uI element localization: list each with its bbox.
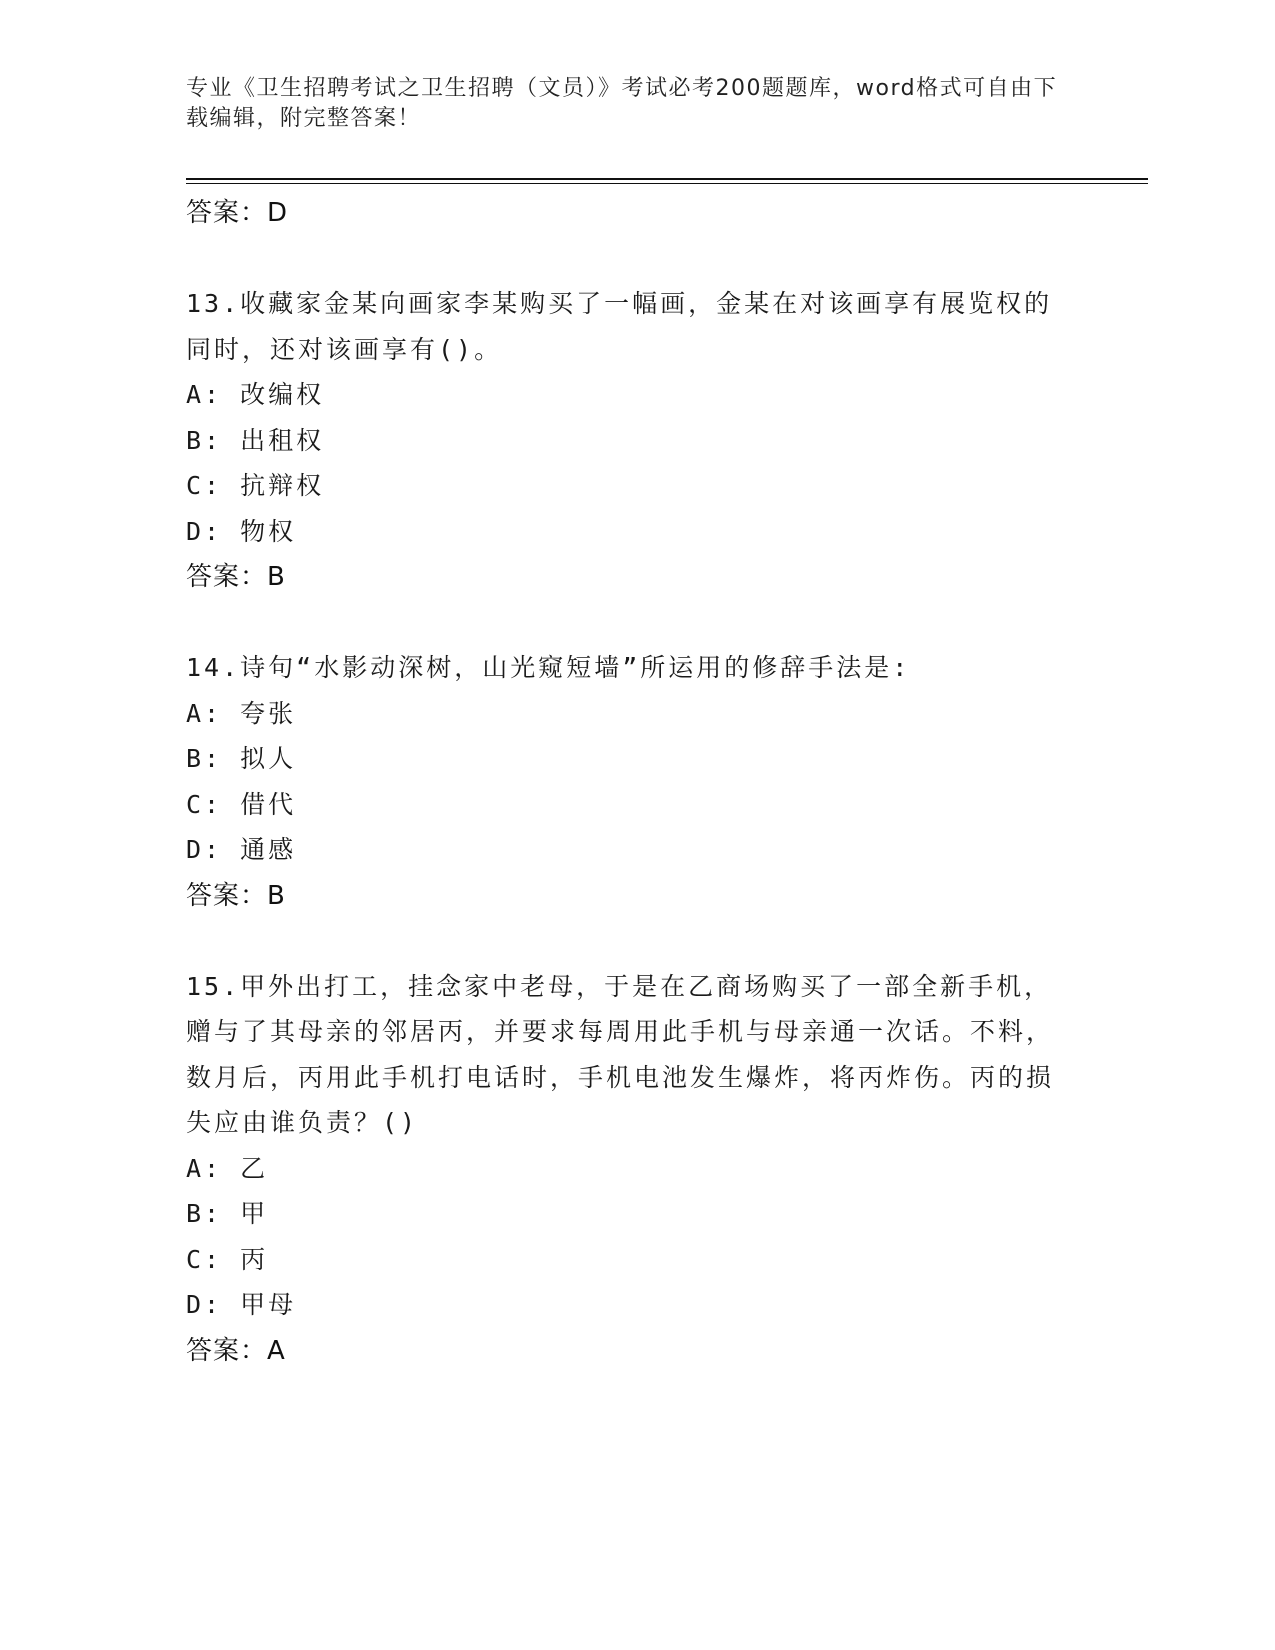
question-13 <box>186 281 1076 600</box>
option-letter: D: <box>186 516 223 546</box>
question-text: 甲外出打工，挂念家中老母，于是在乙商场购买了一部全新手机，赠与了其母亲的邻居丙，并要求每周用此手机与母亲通一次话。不料，数月后，丙用此手机打电话时，手机电池发生爆炸，将丙炸伤。丙的损失应由谁负责？() <box>186 971 1055 1137</box>
option-text: 出租权 <box>240 425 325 455</box>
question-number: 13. <box>186 289 241 318</box>
option-text: 改编权 <box>240 380 325 409</box>
option-b <box>186 736 1076 782</box>
spacer <box>186 600 1076 645</box>
question-stem <box>186 964 1076 1146</box>
header-divider-thick <box>186 178 1148 180</box>
question-text: 诗句“水影动深树，山光窥短墙”所运用的修辞手法是: <box>240 653 911 682</box>
option-letter: C: <box>186 789 223 819</box>
question-number: 14. <box>186 653 241 682</box>
answer-line-12 <box>186 190 1076 236</box>
option-letter: A: <box>186 698 223 728</box>
option-letter: A: <box>186 1153 223 1183</box>
option-text: 丙 <box>240 1244 269 1274</box>
option-d <box>186 509 1076 555</box>
option-letter: A: <box>186 380 223 409</box>
option-letter: D: <box>186 1290 223 1319</box>
option-text: 甲母 <box>240 1290 297 1319</box>
answer-line <box>186 873 1076 919</box>
spacer <box>186 236 1076 281</box>
option-text: 乙 <box>240 1153 269 1183</box>
option-text: 借代 <box>240 789 297 819</box>
answer-value: D <box>267 198 289 228</box>
option-text: 夸张 <box>240 698 297 728</box>
spacer <box>186 919 1076 964</box>
option-c <box>186 782 1076 828</box>
option-text: 通感 <box>240 835 297 864</box>
answer-label: 答案： <box>186 562 268 592</box>
question-list <box>186 190 1076 1374</box>
option-c <box>186 463 1076 509</box>
answer-label: 答案： <box>186 1335 268 1366</box>
option-text: 甲 <box>240 1199 269 1228</box>
header-text: 专业《卫生招聘考试之卫生招聘（文员）》考试必考200题题库，word格式可自由下载编辑，附完整答案！ <box>186 76 1058 131</box>
option-a <box>186 1146 1076 1192</box>
question-stem <box>186 281 1076 372</box>
answer-line <box>186 1328 1076 1374</box>
option-text: 物权 <box>240 516 297 546</box>
answer-value: B <box>267 880 286 911</box>
option-letter: B: <box>186 1199 223 1228</box>
question-number: 15. <box>186 971 241 1001</box>
question-14 <box>186 645 1076 919</box>
header-divider-thin <box>186 183 1148 184</box>
option-letter: B: <box>186 425 223 455</box>
option-letter: C: <box>186 471 223 500</box>
page-header <box>186 74 1066 134</box>
option-b <box>186 1191 1076 1237</box>
answer-line <box>186 554 1076 600</box>
option-c <box>186 1237 1076 1283</box>
answer-label: 答案： <box>186 198 268 228</box>
option-d <box>186 827 1076 873</box>
option-letter: B: <box>186 744 223 773</box>
question-text: 收藏家金某向画家李某购买了一幅画，金某在对该画享有展览权的同时，还对该画享有()。 <box>186 289 1053 364</box>
option-text: 拟人 <box>240 744 297 773</box>
option-d <box>186 1282 1076 1328</box>
option-a <box>186 691 1076 737</box>
question-15 <box>186 964 1076 1374</box>
option-text: 抗辩权 <box>240 471 325 500</box>
question-stem <box>186 645 1076 691</box>
option-letter: D: <box>186 835 223 864</box>
option-a <box>186 372 1076 418</box>
answer-value: B <box>267 562 286 592</box>
option-letter: C: <box>186 1244 223 1274</box>
answer-label: 答案： <box>186 880 268 911</box>
option-b <box>186 418 1076 464</box>
answer-value: A <box>267 1335 286 1366</box>
